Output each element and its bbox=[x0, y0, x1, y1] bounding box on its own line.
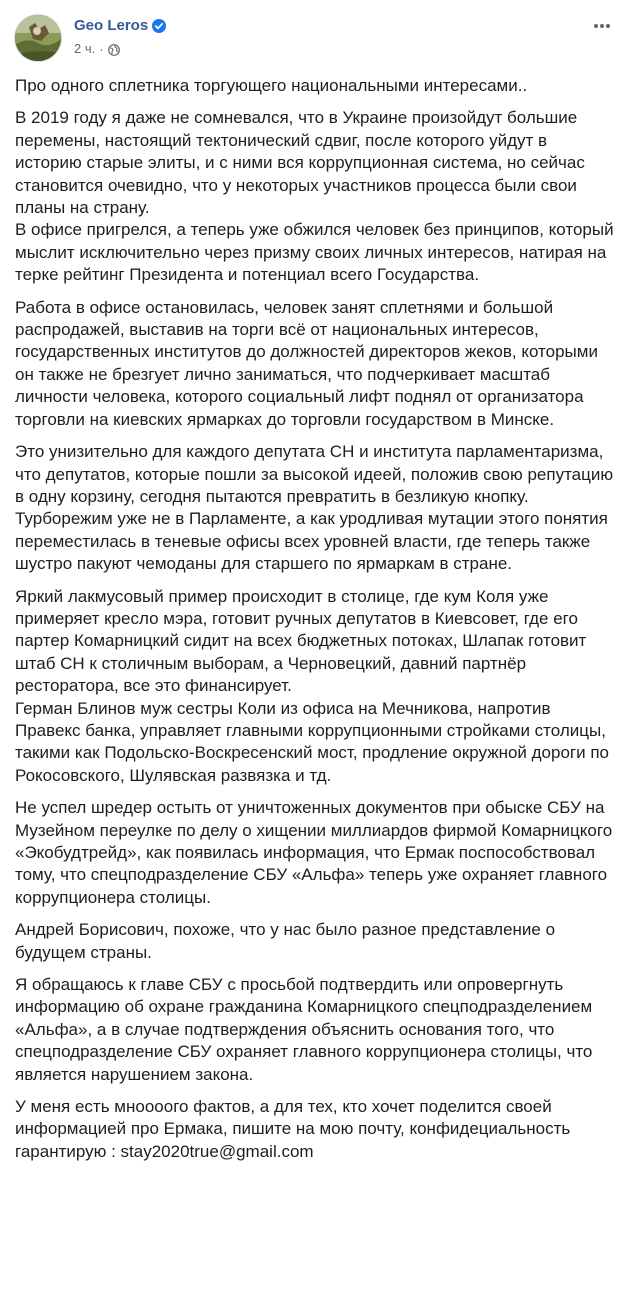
meta-separator: · bbox=[99, 41, 104, 57]
post-paragraph-2: В 2019 году я даже не сомневался, что в Украине произойдут большие перемены, настоящий тектонический сдвиг, после которого уйдут в историю старые элиты, и с ними вся коррупционная система, но сейчас становится очевидно, что у некоторых участников процесса были свои планы на страну. В офисе пригрелся, а теперь уже обжился человек без принципов, который мыслит исключительно через призму своих личных интересов, натирая на терке рейтинг Президента и потенциал всего Государства. bbox=[15, 108, 614, 285]
verified-badge-icon bbox=[152, 19, 166, 33]
post-paragraph-4: Это унизительно для каждого депутата СН и института парламентаризма, что депутатов, которые пошли за высокой идеей, положив свою репутацию в одну корзину, сегодня пытаются превратить в безликую кнопку. Турборежим уже не в Парламенте, а как уродливая мутации этого понятия переместилась в теневые офисы всех уровней власти, где теперь также шустро пакуют чемоданы для старшего по ярмаркам в стране. bbox=[15, 442, 614, 574]
post-paragraph-6: Не успел шредер остыть от уничтоженных документов при обыске СБУ на Музейном переулке по делу о хищении миллиардов фирмой Комарницкого «Экобудтрейд», как появилась информация, что Ермак поспособствовал тому, что спецподразделение СБУ «Альфа» теперь уже охраняет главного коррупционера столицы. bbox=[15, 798, 613, 907]
author-line bbox=[74, 16, 166, 36]
post-paragraph-3: Работа в офисе остановилась, человек занят сплетнями и большой распродажей, выставив на торги всё от национальных интересов, государственных институтов до должностей директоров жеков, которыми он также не брезгует лично заниматься, что подчеркивает масштаб личности человека, которого социальный лифт поднял от организатора торговли на киевских ярмарках до торговли государством в Минске. bbox=[15, 297, 598, 429]
post-paragraph-8: Я обращаюсь к главе СБУ с просьбой подтвердить или опровергнуть информацию об охране гражданина Комарницкого спецподразделением «Альфа», а в случае подтверждения объяснить основания того, что спецподразделение СБУ охраняет главного коррупционера столицы, что является нарушением закона. bbox=[15, 975, 593, 1084]
avatar-photo bbox=[15, 15, 61, 61]
avatar[interactable] bbox=[14, 14, 62, 62]
post-meta bbox=[74, 40, 166, 58]
author-block bbox=[74, 16, 166, 58]
post-body bbox=[15, 75, 615, 1173]
more-options-icon[interactable] bbox=[592, 16, 612, 36]
post-paragraph-7: Андрей Борисович, похоже, что у нас было разное представление о будущем страны. bbox=[15, 920, 556, 962]
timestamp[interactable]: 2 ч. bbox=[74, 41, 96, 56]
globe-icon[interactable] bbox=[108, 43, 120, 55]
post-paragraph-1: Про одного сплетника торгующего национальными интересами.. bbox=[15, 76, 528, 95]
author-name[interactable]: Geo Leros bbox=[74, 17, 149, 34]
post-paragraph-9: У меня есть мноооого фактов, а для тех, кто хочет поделится своей информацией про Ермака, пишите на мою почту, конфидециальность гарантирую : stay2020true@gmail.com bbox=[15, 1097, 571, 1161]
post-header bbox=[14, 14, 614, 64]
post-paragraph-5: Яркий лакмусовый пример происходит в столице, где кум Коля уже примеряет кресло мэра, готовит ручных депутатов в Киевсовет, где его партер Комарницкий сидит на всех бюджетных потоках, Шлапак готовит штаб СН к столичным выборам, а Черновецкий, давний партнёр ресторатора, все это финансирует. Герман Блинов муж сестры Коли из офиса на Мечникова, напротив Правекс банка, управляет главными коррупционными стройками столицы, такими как Подольско-Воскресенский мост, продление окружной дороги по Рокосовского, Шулявская развязка и тд. bbox=[15, 586, 610, 785]
